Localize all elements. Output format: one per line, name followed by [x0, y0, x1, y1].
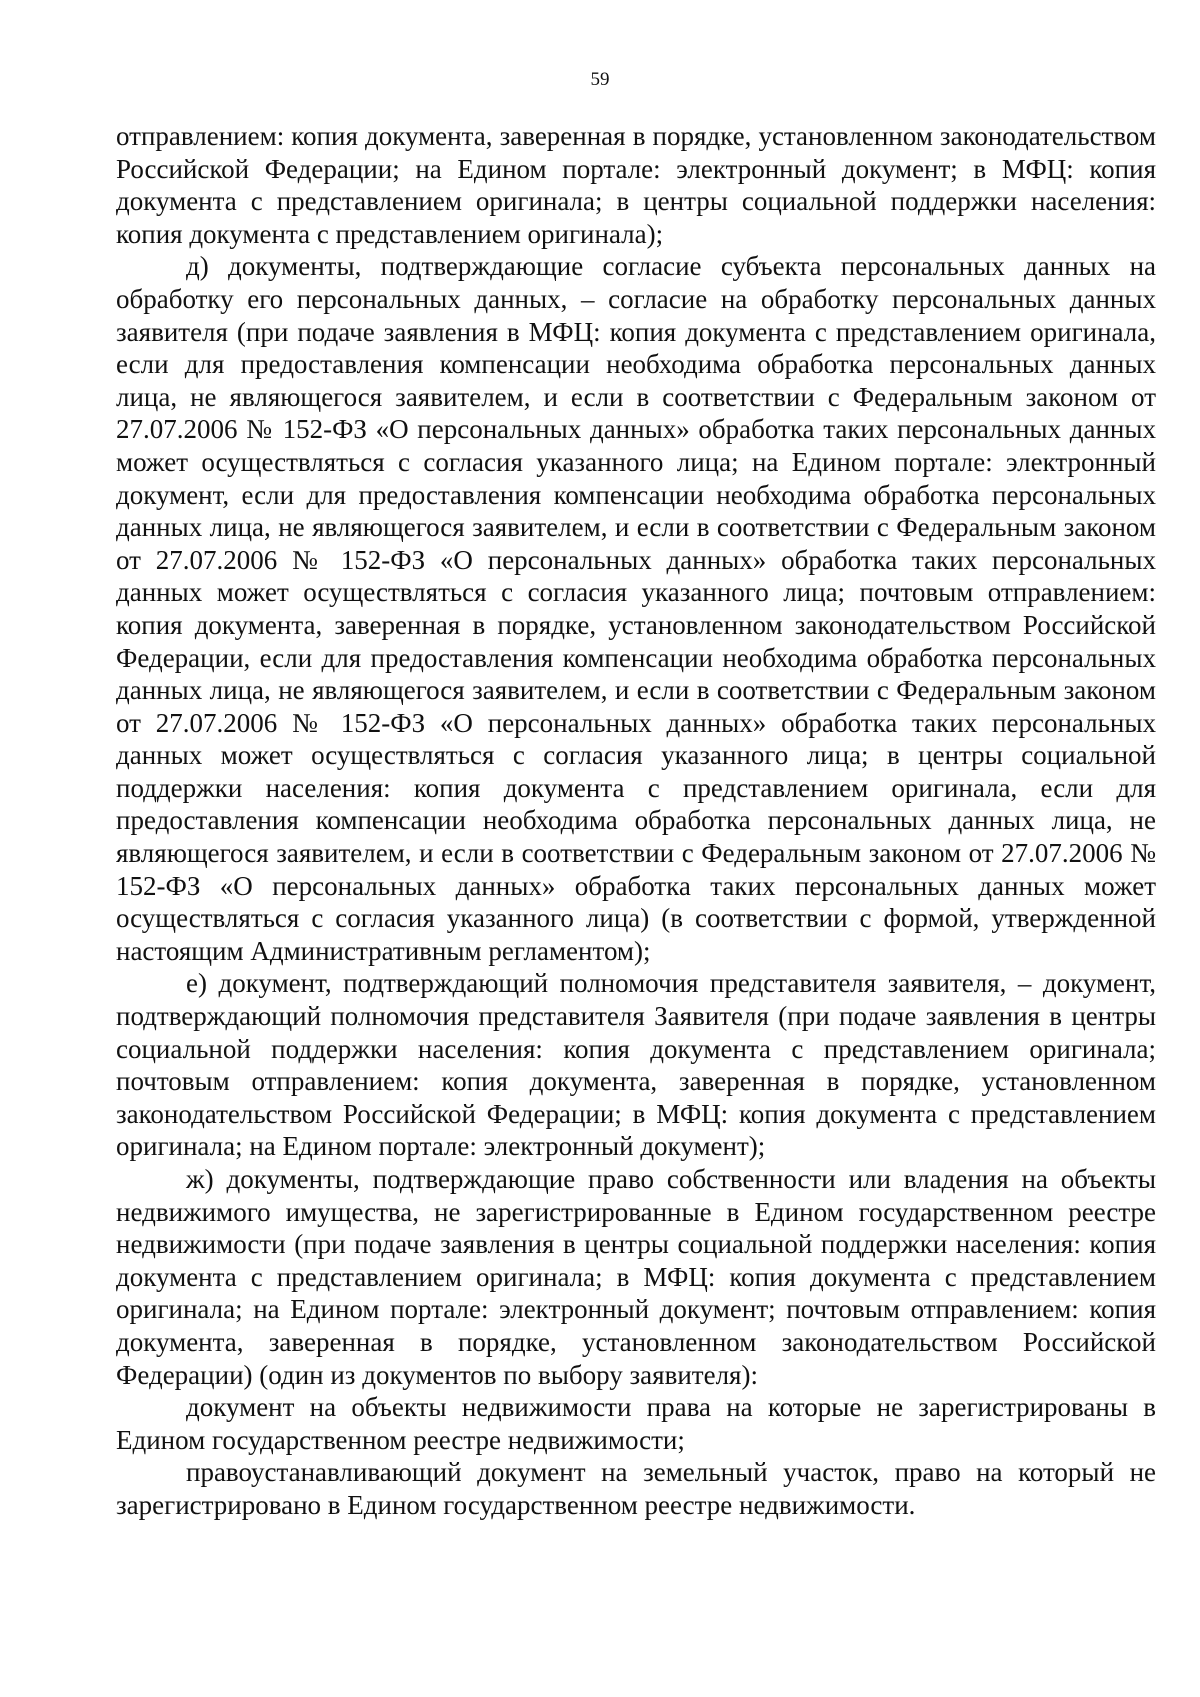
paragraph-subitem-2: правоустанавливающий документ на земельный участок, право на который не зарегистрировано в Едином государственном реестре недвижимости.	[116, 1457, 1156, 1520]
paragraph-subitem-1: документ на объекты недвижимости права на которые не зарегистрированы в Едином государственном реестре недвижимости;	[116, 1392, 1156, 1455]
paragraph-item-zh: ж) документы, подтверждающие право собственности или владения на объекты недвижимого имущества, не зарегистрированные в Едином государственном реестре недвижимости (при подаче заявления в центры социальной поддержки населения: копия документа с представлением оригинала; в МФЦ: копия документа с представлением оригинала; на Едином портале: электронный документ; почтовым отправлением: копия документа, заверенная в порядке, установленном законодательством Российской Федерации) (один из документов по выбору заявителя):	[116, 1164, 1156, 1390]
page-number: 59	[590, 69, 610, 90]
paragraph-item-d: д) документы, подтверждающие согласие субъекта персональных данных на обработку его персональных данных, – согласие на обработку персональных данных заявителя (при подаче заявления в МФЦ: копия документа с представлением оригинала, если для предоставления компенсации необходима обработка персональных данных лица, не являющегося заявителем, и если в соответствии с Федеральным законом от 27.07.2006 № 152-ФЗ «О персональных данных» обработка таких персональных данных может осуществляться с согласия указанного лица; на Едином портале: электронный документ, если для предоставления компенсации необходима обработка персональных данных лица, не являющегося заявителем, и если в соответствии с Федеральным законом от 27.07.2006 № 152-ФЗ «О персональных данных» обработка таких персональных данных может осуществляться с согласия указанного лица; почтовым отправлением: копия документа, заверенная в порядке, установленном законодательством Российской Федерации, если для предоставления компенсации необходима обработка персональных данных лица, не являющегося заявителем, и если в соответствии с Федеральным законом от 27.07.2006 № 152-ФЗ «О персональных данных» обработка таких персональных данных может осуществляться с согласия указанного лица; в центры социальной поддержки населения: копия документа с представлением оригинала, если для предоставления компенсации необходима обработка персональных данных лица, не являющегося заявителем, и если в соответствии с Федеральным законом от 27.07.2006 № 152-ФЗ «О персональных данных» обработка таких персональных данных может осуществляться с согласия указанного лица) (в соответствии с формой, утвержденной настоящим Административным регламентом);	[116, 251, 1156, 966]
paragraph-continuation: отправлением: копия документа, заверенная в порядке, установленном законодательством Российской Федерации; на Едином портале: электронный документ; в МФЦ: копия документа с представлением оригинала; в центры социальной поддержки населения: копия документа с представлением оригинала);	[116, 121, 1156, 249]
document-body	[116, 120, 1156, 1522]
paragraph-item-e: е) документ, подтверждающий полномочия представителя заявителя, – документ, подтверждающий полномочия представителя Заявителя (при подаче заявления в центры социальной поддержки населения: копия документа с представлением оригинала; почтовым отправлением: копия документа, заверенная в порядке, установленном законодательством Российской Федерации; в МФЦ: копия документа с представлением оригинала; на Едином портале: электронный документ);	[116, 968, 1156, 1162]
